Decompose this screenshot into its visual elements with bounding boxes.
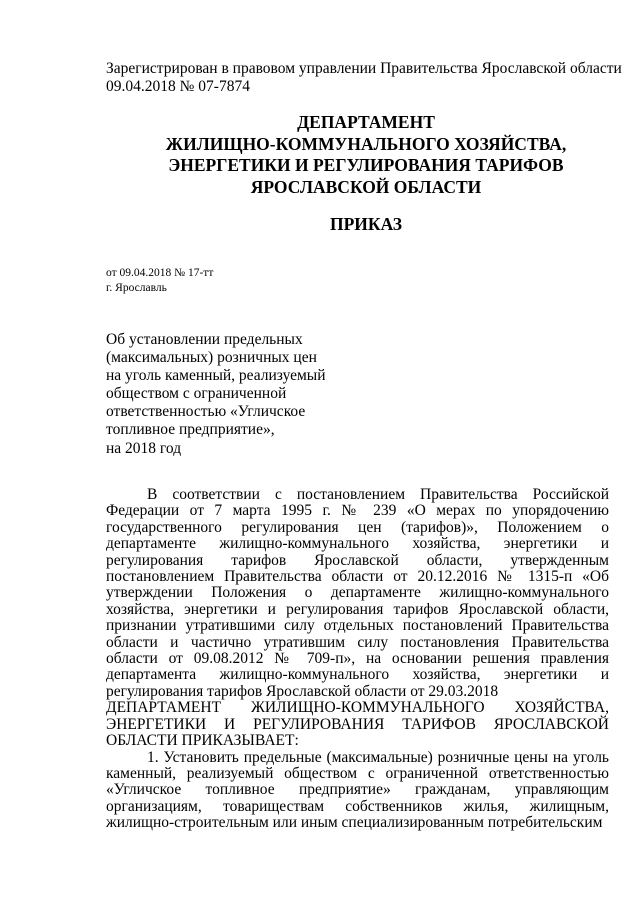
department-line-1: ДЕПАРТАМЕНТ — [297, 112, 435, 132]
subject-line: на 2018 год — [106, 439, 182, 457]
order-meta — [106, 266, 366, 296]
registration-stamp — [106, 60, 626, 96]
department-line-3: ЭНЕРГЕТИКИ И РЕГУЛИРОВАНИЯ ТАРИФОВ — [168, 155, 564, 175]
department-line-2: ЖИЛИЩНО-КОММУНАЛЬНОГО ХОЗЯЙСТВА, — [165, 133, 567, 154]
item-1-paragraph: 1. Установить предельные (максимальные) розничные цены на уголь каменный, реализуемый обществом с ограниченной ответственностью «Угличское топливное предприятие» гражданам, управляющим организациям, товариществам собственников жилья, жилищным, жилищно-строительным или иным специализированным потребительским — [106, 748, 609, 832]
department-line-4: ЯРОСЛАВСКОЙ ОБЛАСТИ — [250, 176, 482, 197]
resolution-paragraph: ДЕПАРТАМЕНТ ЖИЛИЩНО-КОММУНАЛЬНОГО ХОЗЯЙСТВА, ЭНЕРГЕТИКИ И РЕГУЛИРОВАНИЯ ТАРИФОВ ЯРОСЛАВСКОЙ ОБЛАСТИ ПРИКАЗЫВАЕТ: — [106, 699, 609, 750]
department-heading — [106, 112, 626, 198]
order-body — [106, 487, 609, 832]
subject-line: ответственностью «Угличское — [106, 403, 306, 421]
order-date-number: от 09.04.2018 № 17-тт — [106, 267, 214, 279]
preamble-paragraph: В соответствии с постановлением Правительства Российской Федерации от 7 марта 1995 г. № 239 «О мерах по упорядочению государственного регулирования цен (тарифов)», Положением о департаменте жилищно-коммунального хозяйства, энергетики и регулирования тарифов Ярославской области, утвержденным постановлением Правительства области от 20.12.2016 № 1315-п «Об утверждении Положения о департаменте жилищно-коммунального хозяйства, энергетики и регулирования тарифов Ярославской области, признании утратившими силу отдельных постановлений Правительства области и частично утратившим силу постановления Правительства области от 09.08.2012 № 709-п», на основании решения правления департамента жилищно-коммунального хозяйства, энергетики и регулирования тарифов Ярославской области от 29.03.2018 — [106, 486, 609, 700]
registration-line: Зарегистрирован в правовом управлении Правительства Ярославской области — [106, 60, 622, 77]
subject-line: (максимальных) розничных цен — [106, 349, 317, 367]
subject-line: Об установлении предельных — [106, 331, 303, 348]
subject-line: обществом с ограниченной — [106, 385, 287, 403]
document-type-title: ПРИКАЗ — [329, 214, 403, 234]
order-subject — [106, 331, 356, 458]
registration-number: 09.04.2018 № 07-7874 — [106, 78, 250, 95]
subject-line: на уголь каменный, реализуемый — [106, 367, 326, 385]
order-city: г. Ярославль — [106, 282, 167, 294]
subject-line: топливное предприятие», — [106, 421, 275, 439]
